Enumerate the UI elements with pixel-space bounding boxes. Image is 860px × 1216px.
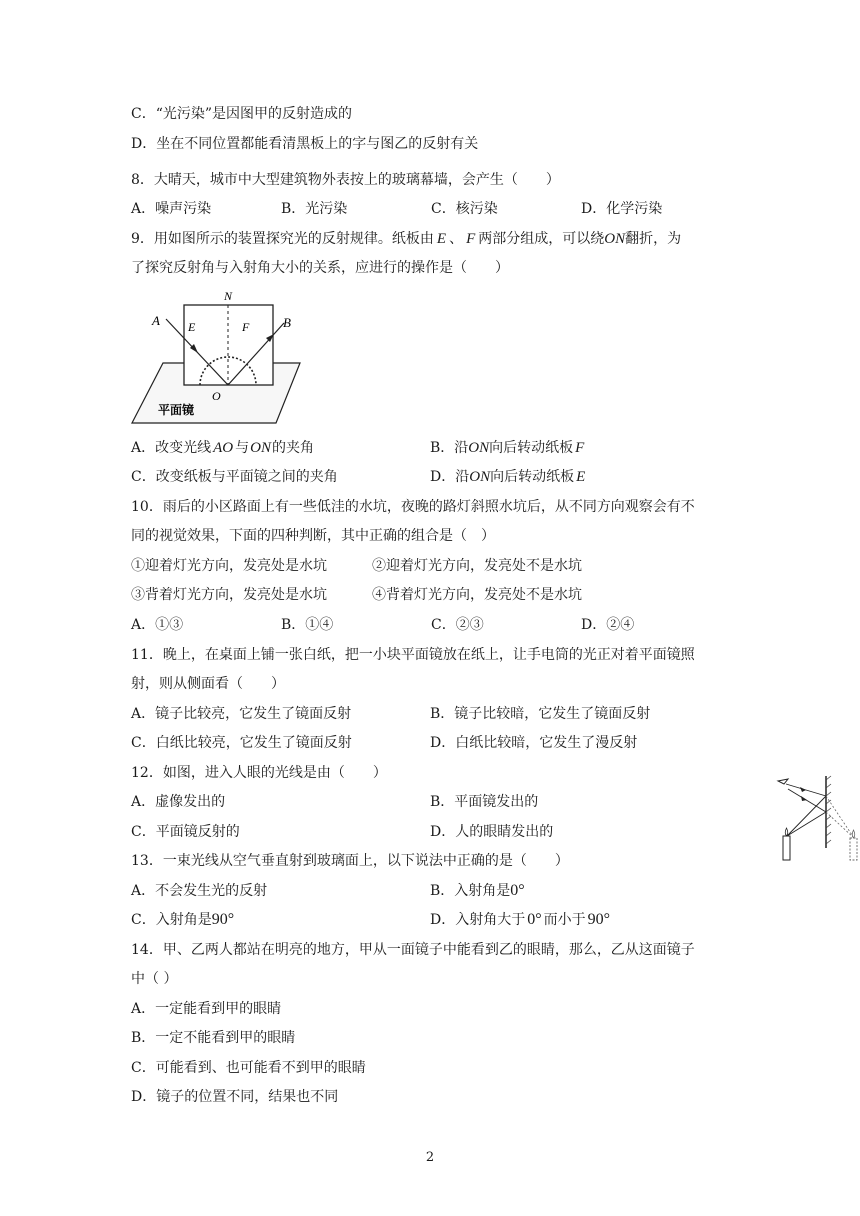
q9-option-b: B．沿ON向后转动纸板 F [430, 440, 585, 456]
q14-stem-line2: 中（ ） [131, 971, 178, 987]
q13-stem: 13．一束光线从空气垂直射到玻璃面上，以下说法中正确的是（ ） [131, 853, 569, 869]
q10-option-b: B．①④ [281, 617, 334, 633]
q13-option-a: A．不会发生光的反射 [131, 883, 268, 899]
q11-option-d: D．白纸比较暗，它发生了漫反射 [430, 735, 638, 751]
q13-option-b: B．入射角是0° [430, 882, 525, 899]
q10-statement-2: ②迎着灯光方向，发亮处不是水坑 [372, 558, 582, 574]
label-f: F [242, 320, 250, 334]
q8-option-a: A．噪声污染 [131, 201, 212, 217]
q10-statement-4: ④背着灯光方向，发亮处不是水坑 [372, 587, 582, 603]
q11-option-b: B．镜子比较暗，它发生了镜面反射 [430, 706, 651, 722]
q9-stem-line2: 了探究反射角与入射角大小的关系，应进行的操作是（ ） [131, 260, 509, 276]
q7-option-d: D．坐在不同位置都能看清黑板上的字与图乙的反射有关 [131, 136, 479, 152]
q7-option-c: C．“光污染”是因图甲的反射造成的 [131, 106, 353, 122]
candle-flame-icon [785, 828, 788, 836]
q10-statement-1: ①迎着灯光方向，发亮处是水坑 [131, 558, 327, 574]
label-a: A [152, 313, 160, 328]
q8-option-c: C．核污染 [431, 201, 498, 217]
q12-option-c: C．平面镜反射的 [131, 824, 240, 840]
q14-stem-line1: 14．甲、乙两人都站在明亮的地方，甲从一面镜子中能看到乙的眼睛，那么，乙从这面镜子 [131, 942, 695, 958]
candle-object-icon [783, 836, 790, 860]
q12-option-a: A．虚像发出的 [131, 794, 226, 810]
q12-mirror-eye-figure [772, 770, 860, 866]
q12-stem: 12．如图，进入人眼的光线是由（ ） [131, 765, 387, 781]
label-e: E [188, 320, 196, 334]
q14-option-c: C．可能看到、也可能看不到甲的眼睛 [131, 1060, 366, 1076]
q10-option-d: D．②④ [581, 617, 635, 633]
q8-option-d: D．化学污染 [581, 201, 663, 217]
q10-statement-3: ③背着灯光方向，发亮处是水坑 [131, 587, 327, 603]
q9-option-a: A．改变光线 AO 与ON的夹角 [131, 440, 314, 456]
eye-icon [778, 779, 788, 784]
q10-option-c: C．②③ [431, 617, 484, 633]
q14-option-b: B．一定不能看到甲的眼睛 [131, 1030, 296, 1046]
q11-stem-line1: 11．晚上，在桌面上铺一张白纸，把一小块平面镜放在纸上，让手电筒的光正对着平面镜照 [131, 647, 695, 663]
page-number: 2 [425, 1150, 435, 1165]
q13-option-d: D．入射角大于 0° 而小于 90° [430, 911, 611, 928]
q14-option-d: D．镜子的位置不同，结果也不同 [131, 1089, 339, 1105]
candle-image-icon [850, 838, 857, 860]
q9-reflection-apparatus-figure [128, 285, 318, 430]
q13-option-c: C．入射角是90° [131, 911, 235, 928]
q10-stem-line1: 10．雨后的小区路面上有一些低洼的水坑，夜晚的路灯斜照水坑后，从不同方向观察会有不 [131, 499, 695, 515]
q9-option-c: C．改变纸板与平面镜之间的夹角 [131, 469, 338, 485]
q8-stem: 8．大晴天，城市中大型建筑物外表按上的玻璃幕墙，会产生（ ） [131, 172, 560, 188]
q11-option-c: C．白纸比较亮，它发生了镜面反射 [131, 735, 352, 751]
label-b: B [283, 315, 291, 330]
label-n: N [224, 289, 233, 303]
reflected-ray-2 [788, 789, 826, 812]
q8-option-b: B．光污染 [281, 201, 348, 217]
q10-stem-line2: 同的视觉效果，下面的四种判断，其中正确的组合是（ ） [131, 528, 495, 544]
image-flame-icon [852, 830, 855, 838]
q12-option-b: B．平面镜发出的 [430, 794, 539, 810]
q9-stem-line1: 9．用如图所示的装置探究光的反射规律。纸板由 E 、 F 两部分组成，可以绕ON翻折，为 [131, 231, 682, 247]
q10-option-a: A．①③ [131, 617, 184, 633]
mirror-label: 平面镜 [158, 403, 195, 417]
q11-option-a: A．镜子比较亮，它发生了镜面反射 [131, 706, 352, 722]
label-o: O [212, 389, 221, 403]
q11-stem-line2: 射，则从侧面看（ ） [131, 676, 285, 692]
q12-option-d: D．人的眼睛发出的 [430, 824, 554, 840]
q14-option-a: A．一定能看到甲的眼睛 [131, 1001, 282, 1017]
q9-option-d: D．沿ON向后转动纸板 E [430, 469, 586, 485]
